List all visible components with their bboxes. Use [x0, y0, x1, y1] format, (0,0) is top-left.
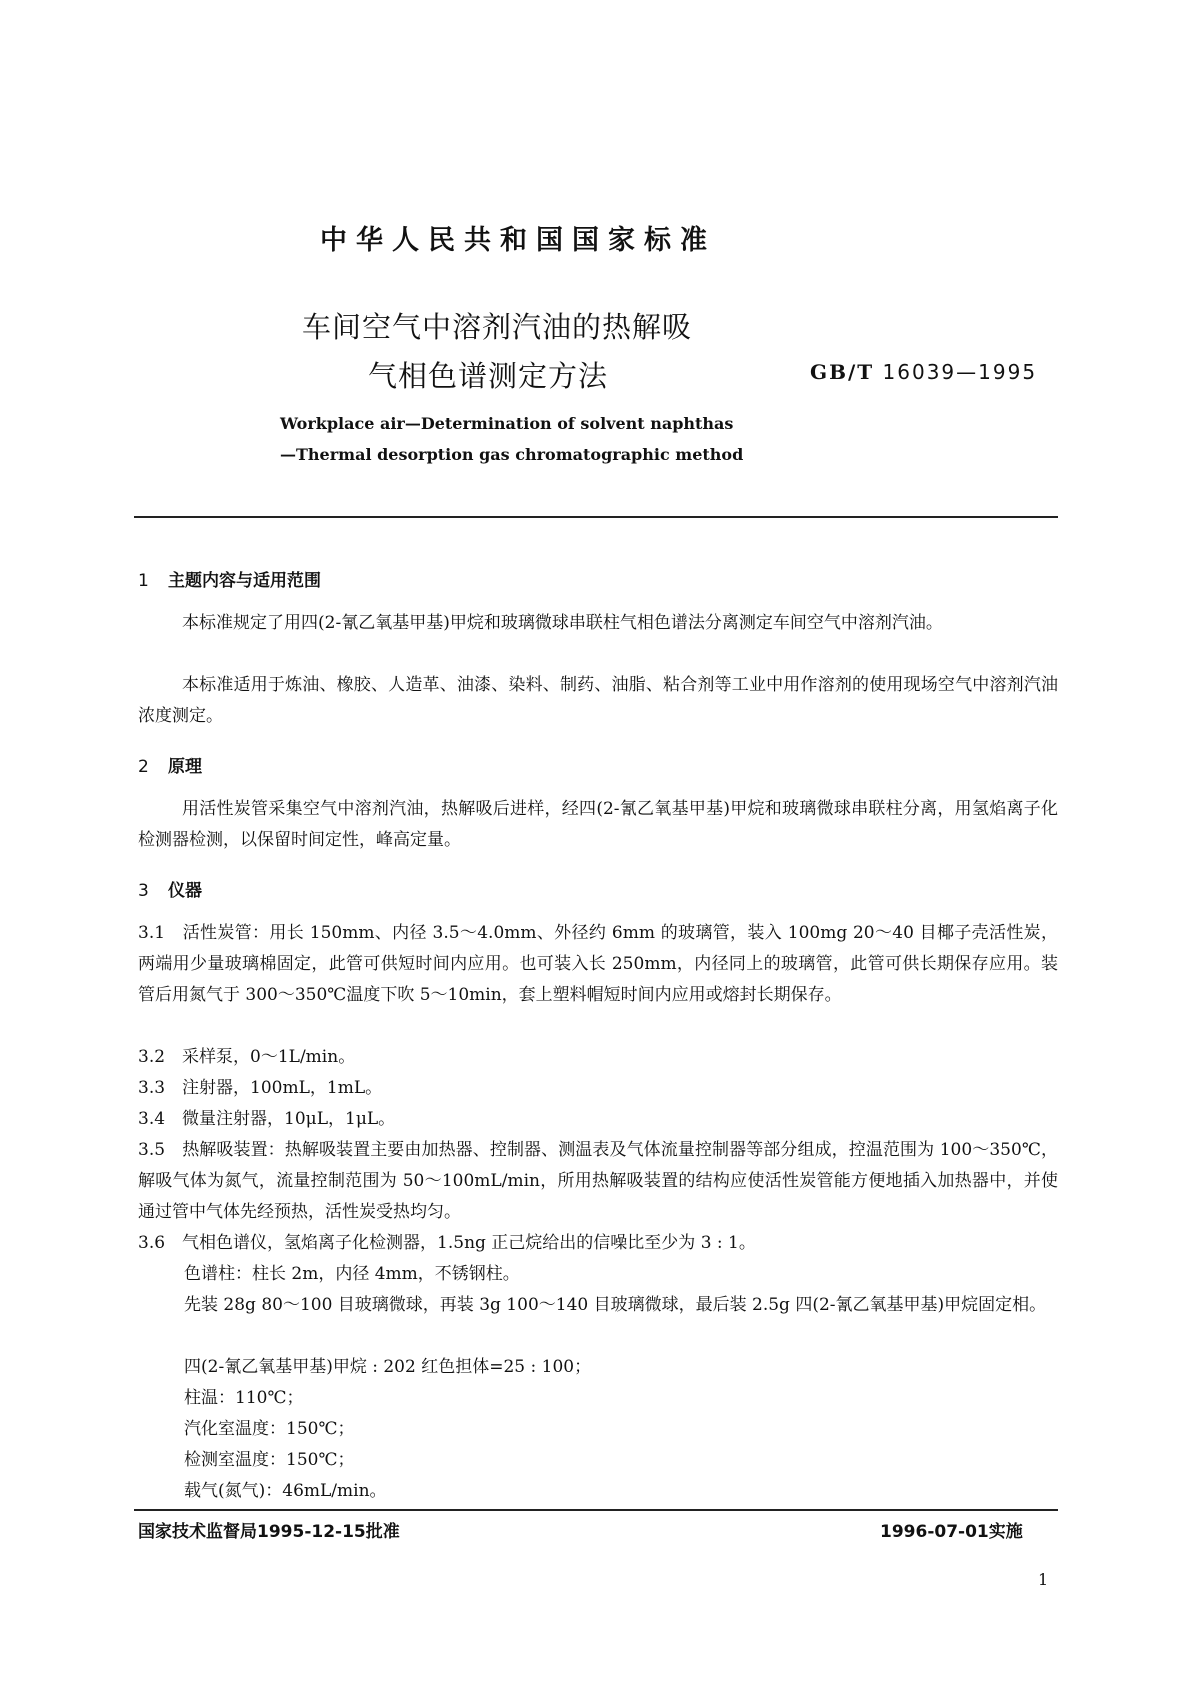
effective-date: 1996-07-01实施	[880, 1522, 1023, 1542]
section-2-paragraph-1: 用活性炭管采集空气中溶剂汽油，热解吸后进样，经四(2-氰乙氧基甲基)甲烷和玻璃微球串联柱分离，用氢焰离子化检测器检测，以保留时间定性，峰高定量。	[138, 799, 1058, 850]
section-1-paragraph-1: 本标准规定了用四(2-氰乙氧基甲基)甲烷和玻璃微球串联柱气相色谱法分离测定车间空气中溶剂汽油。	[182, 613, 943, 633]
section-2-heading	[138, 752, 202, 777]
standard-code: 16039—1995	[882, 360, 1038, 384]
vaporizer-temperature: 汽化室温度：150℃；	[184, 1419, 355, 1439]
english-title-line1: Workplace air—Determination of solvent naphthas	[280, 414, 734, 433]
page-number: 1	[1038, 1570, 1049, 1589]
detector-temperature: 检测室温度：150℃；	[184, 1450, 355, 1470]
section-1-title: 主题内容与适用范围	[168, 571, 321, 591]
stationary-phase-ratio: 四(2-氰乙氧基甲基)甲烷 : 202 红色担体=25 : 100；	[184, 1357, 592, 1377]
item-3-3: 3.3 注射器，100mL，1mL。	[138, 1078, 383, 1098]
standard-prefix: GB/T	[810, 360, 875, 384]
section-3-heading	[138, 876, 202, 901]
item-3-4: 3.4 微量注射器，10μL，1μL。	[138, 1109, 396, 1129]
section-2-number: 2	[138, 757, 149, 777]
column-spec: 色谱柱：柱长 2m，内径 4mm，不锈钢柱。	[184, 1264, 520, 1284]
header-divider	[134, 516, 1058, 518]
document-title-line1: 车间空气中溶剂汽油的热解吸	[302, 310, 693, 344]
section-1-paragraph-2: 本标准适用于炼油、橡胶、人造革、油漆、染料、制药、油脂、粘合剂等工业中用作溶剂的使用现场空气中溶剂汽油浓度测定。	[138, 675, 1058, 726]
document-title-line2: 气相色谱测定方法	[368, 359, 609, 393]
section-1-number: 1	[138, 571, 149, 591]
item-3-2: 3.2 采样泵，0～1L/min。	[138, 1047, 356, 1067]
approval-date: 国家技术监督局1995-12-15批准	[138, 1522, 400, 1542]
national-standard-heading: 中华人民共和国国家标准	[320, 225, 716, 256]
section-3-number: 3	[138, 881, 149, 901]
standard-number	[810, 360, 1037, 384]
footer-divider	[134, 1509, 1058, 1511]
section-2-title: 原理	[168, 757, 202, 777]
english-title-line2: —Thermal desorption gas chromatographic method	[280, 445, 744, 464]
column-temperature: 柱温：110℃；	[184, 1388, 304, 1408]
section-3-title: 仪器	[168, 881, 202, 901]
item-3-6: 3.6 气相色谱仪，氢焰离子化检测器，1.5ng 正己烷给出的信噪比至少为 3 : 1。	[138, 1233, 756, 1253]
item-3-5: 3.5 热解吸装置：热解吸装置主要由加热器、控制器、测温表及气体流量控制器等部分组成，控温范围为 100～350℃，解吸气体为氮气，流量控制范围为 50～100mL/min，所用热解吸装置的结构应使活性炭管能方便地插入加热器中，并使通过管中气体先经预热，活性炭受热均匀。	[138, 1140, 1058, 1222]
item-3-1: 3.1 活性炭管：用长 150mm、内径 3.5～4.0mm、外径约 6mm 的玻璃管，装入 100mg 20～40 目椰子壳活性炭，两端用少量玻璃棉固定，此管可供短时间内应用。也可装入长 250mm，内径同上的玻璃管，此管可供长期保存应用。装管后用氮气于 300～350℃温度下吹 5～10min，套上塑料帽短时间内应用或熔封长期保存。	[138, 923, 1058, 1005]
packing-spec: 先装 28g 80～100 目玻璃微球，再装 3g 100～140 目玻璃微球，最后装 2.5g 四(2-氰乙氧基甲基)甲烷固定相。	[184, 1295, 1047, 1315]
section-1-heading	[138, 566, 321, 591]
carrier-gas: 载气(氮气)：46mL/min。	[184, 1481, 387, 1501]
